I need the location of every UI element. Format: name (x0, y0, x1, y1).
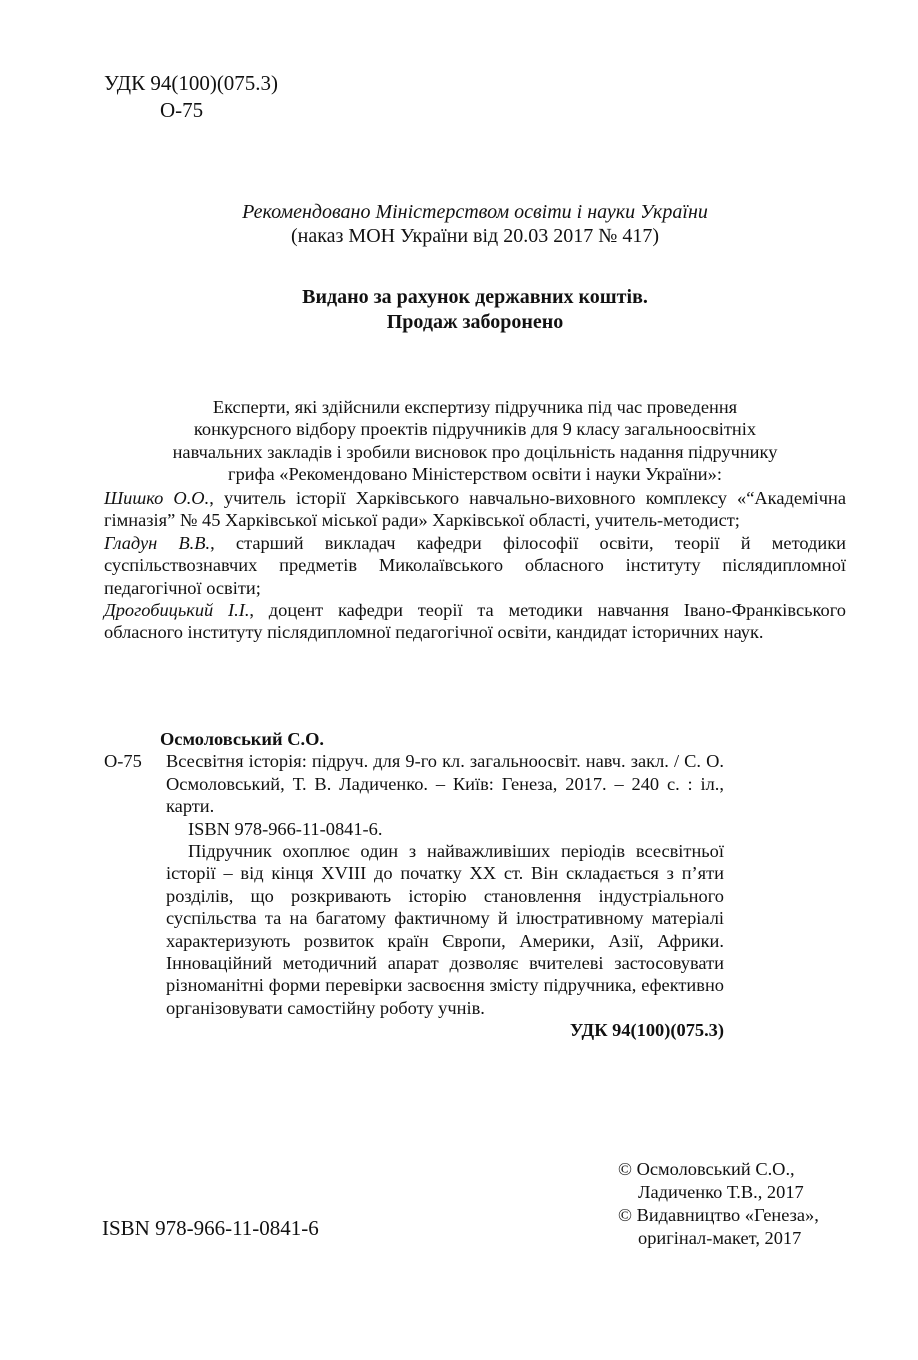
experts-intro-line: грифа «Рекомендовано Міністерством освіти і науки України»: (228, 464, 722, 485)
record-isbn: ISBN 978-966-11-0841-6. (188, 818, 383, 839)
expert-name: Дрогобицький І.І. (104, 600, 250, 621)
record-body (166, 750, 724, 1041)
experts-intro-line: Експерти, які здійснили експертизу підручника під час проведення (212, 397, 738, 417)
udk-code: УДК 94(100)(075.3) (104, 71, 279, 95)
expert-entry (104, 599, 846, 644)
experts-intro-line: навчальних закладів і зробили висновок про доцільність надання підручнику (172, 441, 778, 462)
book-description: Всесвітня історія: підруч. для 9-го кл. загальноосвіт. навч. закл. / С. О. Осмоловський, Т. В. Ладиченко. – Київ: Генеза, 2017. – 240 с. : іл., карти. (166, 751, 724, 817)
annotation: Підручник охоплює один з найважливіших періодів всесвітньої історії – від кінця XVIII до початку XX ст. Він складається з п’яти розділів, що розкривають історію становлення індустріального суспільства та на багатому фактичному й ілюстративному матеріалі характеризують розвиток країн Європи, Америки, Азії, Африки. Інноваційний методичний апарат дозволяє вчителеві застосовувати різноманітні форми перевірки засвоєння змісту підручника, ефективно організовувати самостійну роботу учнів. (166, 841, 724, 1018)
record-udk: УДК 94(100)(075.3) (569, 1020, 724, 1041)
copyright-block (618, 1158, 819, 1250)
expert-name: Гладун В.В. (104, 532, 211, 553)
funding-notice (100, 285, 850, 335)
copyright-line: © Видавництво «Генеза», (618, 1205, 819, 1225)
expert-entry (104, 487, 846, 532)
expert-description: , учитель історії Харківського навчально-виховного комплексу «“Академічна гімназія” № 45 Харківської міської ради» Харківської області, учитель-методист; (104, 488, 847, 531)
expert-name: Шишко О.О. (104, 488, 210, 508)
expert-entry (104, 532, 846, 599)
copyright-line: оригінал-макет, 2017 (638, 1228, 802, 1248)
record-row (104, 750, 724, 1041)
udk-header (104, 70, 278, 124)
funding-line: Видано за рахунок державних коштів. (302, 286, 648, 308)
experts-intro (100, 396, 850, 486)
experts-list (104, 487, 846, 644)
isbn-footer: ISBN 978-966-11-0841-6 (102, 1216, 319, 1240)
catalog-code: О-75 (160, 98, 204, 122)
author-heading: Осмоловський С.О. (160, 729, 324, 749)
experts-intro-line: конкурсного відбору проектів підручників для 9 класу загальноосвітніх (193, 419, 757, 440)
sale-prohibited-line: Продаж заборонено (386, 311, 564, 333)
copyright-line: Ладиченко Т.В., 2017 (638, 1182, 804, 1202)
expert-description: , старший викладач кафедри філософії освіти, теорії й методики суспільствознавчих предметів Миколаївського обласного інституту післядипломної педагогічної освіти; (104, 532, 847, 598)
copyright-line: © Осмоловський С.О., (618, 1159, 795, 1179)
order-reference: (наказ МОН України від 20.03 2017 № 417) (291, 225, 659, 247)
recommendation-text: Рекомендовано Міністерством освіти і науки України (242, 201, 708, 223)
bibliographic-record (104, 728, 724, 1042)
record-code: О-75 (104, 751, 142, 772)
recommendation-block (100, 200, 850, 248)
expert-description: , доцент кафедри теорії та методики навчання Івано-Франківського обласного інституту післядипломної педагогічної освіти, кандидат історичних наук. (104, 600, 847, 643)
